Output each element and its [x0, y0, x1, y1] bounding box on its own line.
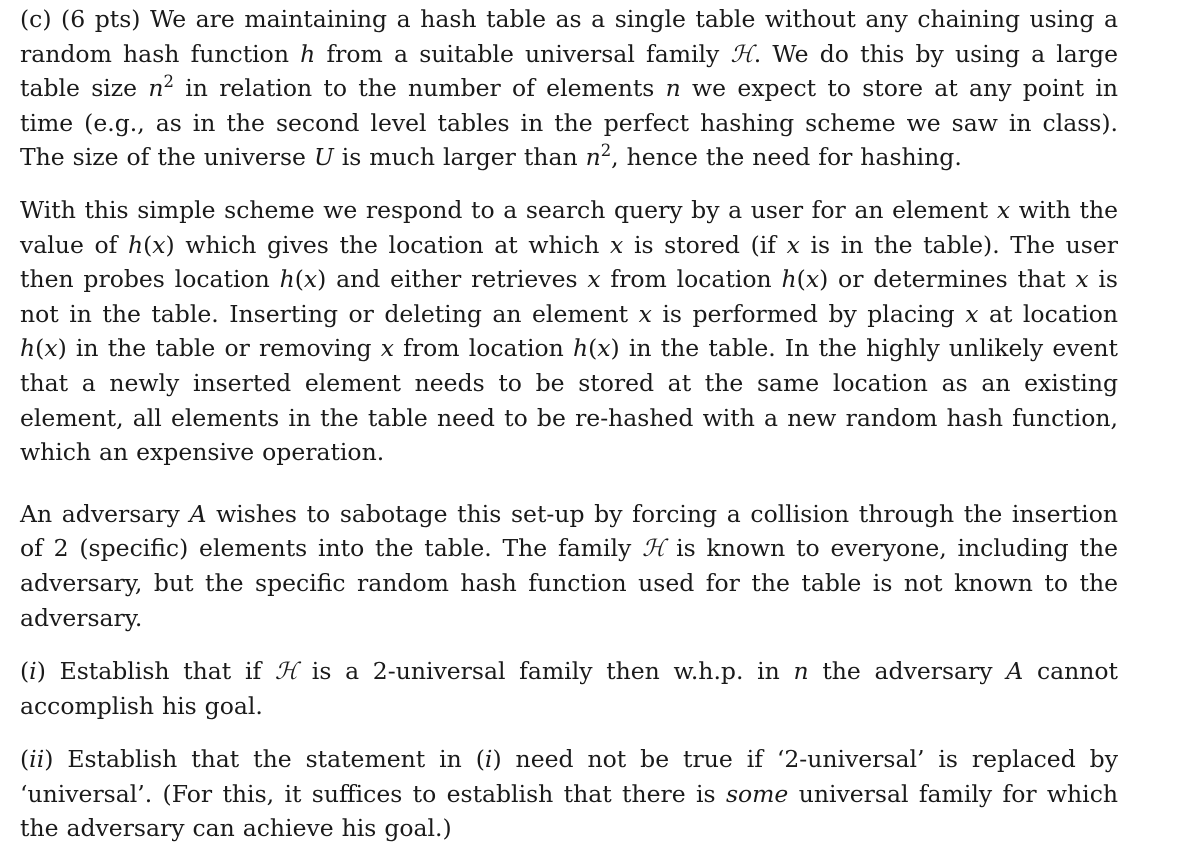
math-symbol: some [725, 779, 789, 808]
text-run: (c) (6 pts) We are maintaining a hash table as a single table without any chaining using a random hash function [20, 5, 1118, 68]
math-symbol: n [793, 657, 809, 686]
math-symbol: h [572, 334, 589, 363]
text-run: ) or determines that [819, 265, 1076, 294]
text-run: we expect to store at any point in time (e.g., as in the second level tables in the perfect hashing scheme we saw in class). The size of the universe [20, 74, 1118, 172]
text-run: ( [588, 334, 598, 363]
math-symbol: A [1006, 657, 1024, 686]
search-scheme-paragraph [20, 193, 1118, 470]
math-symbol: x [805, 265, 820, 294]
text-run: ) Establish that if [36, 657, 275, 686]
math-symbol: ii [29, 745, 45, 774]
text-run: , hence the need for hashing. [611, 143, 962, 172]
text-run: ( [35, 334, 45, 363]
part-ii-paragraph [20, 742, 1118, 846]
text-run: from location [600, 265, 782, 294]
math-symbol: x [1075, 265, 1089, 294]
math-family-symbol: ℋ [642, 534, 666, 563]
math-symbol: h [279, 265, 295, 294]
math-symbol: x [44, 334, 58, 363]
math-symbol: x [965, 299, 979, 328]
math-symbol: x [638, 299, 652, 328]
text-run: is performed by placing [651, 299, 966, 328]
text-run: ( [20, 657, 30, 686]
math-family-symbol: ℋ [730, 39, 754, 68]
text-run: at location [978, 299, 1118, 328]
math-symbol: x [380, 334, 394, 363]
text-run: ( [20, 745, 30, 774]
text-run: ) which gives the location at which [165, 230, 611, 259]
text-run: is known to everyone, including the adversary, but the specific random hash function used for the table is not known to the adversary. [20, 534, 1118, 632]
math-symbol: h [127, 230, 144, 259]
problem-text [20, 2, 1118, 846]
text-run: is a 2-universal family then w.h.p. in [298, 657, 794, 686]
text-run: ( [143, 230, 153, 259]
math-symbol: n [665, 74, 681, 103]
math-symbol: n [148, 74, 164, 103]
text-run: . We do this by using a large table size [20, 39, 1118, 103]
text-run: is in the table). The user then probes location [20, 230, 1118, 294]
text-run: ) in the table. In the highly unlikely event that a newly inserted element needs to be stored at the same location as an existing element, all elements in the table need to be re-hashed with a new random hash function, which an expensive operation. [20, 334, 1118, 467]
math-symbol: i [484, 745, 493, 774]
text-run: ) Establish that the statement in ( [44, 745, 485, 774]
math-symbol: x [786, 230, 800, 259]
math-symbol: i [29, 657, 37, 686]
text-run: the adversary [808, 657, 1007, 686]
text-run: from a suitable universal family [315, 39, 731, 68]
text-run: is much larger than [333, 143, 586, 172]
math-family-symbol: ℋ [274, 657, 299, 686]
text-run: wishes to sabotage this set-up by forcing a collision through the insertion of 2 (specific) elements into the table. The family [20, 499, 1118, 563]
math-symbol: h [300, 39, 316, 68]
math-symbol: x [610, 230, 624, 259]
text-run: is not in the table. Inserting or deleting an element [20, 265, 1118, 328]
superscript: 2 [163, 72, 174, 92]
text-run: in relation to the number of elements [173, 74, 666, 103]
math-symbol: x [152, 230, 166, 259]
math-symbol: x [597, 334, 611, 363]
math-symbol: A [189, 499, 207, 528]
superscript: 2 [600, 141, 612, 161]
math-symbol: h [20, 334, 36, 363]
text-run: with the value of [20, 195, 1119, 259]
text-run: cannot accomplish his goal. [20, 657, 1119, 720]
part-i-paragraph [20, 654, 1118, 723]
math-symbol: x [303, 265, 318, 294]
text-run: universal family for which the adversary can achieve his goal.) [20, 779, 1118, 843]
text-run: ( [796, 265, 806, 294]
math-symbol: h [781, 265, 797, 294]
text-run: ) in the table or removing [57, 334, 381, 363]
adversary-paragraph [20, 497, 1118, 635]
text-run: With this simple scheme we respond to a search query by a user for an element [20, 195, 997, 224]
math-symbol: x [587, 265, 601, 294]
math-symbol: U [313, 143, 334, 172]
text-run: from location [394, 334, 573, 363]
text-run: ( [294, 265, 304, 294]
text-run: An adversary [20, 499, 190, 528]
math-symbol: n [585, 143, 601, 172]
problem-intro-paragraph [20, 2, 1118, 175]
text-run: is stored (if [623, 230, 787, 259]
math-symbol: x [996, 195, 1011, 224]
text-run: ) and either retrieves [317, 265, 588, 294]
text-run: ) need not be true if ‘2-universal’ is replaced by ‘universal’. (For this, it suffices to establish that there is [20, 745, 1118, 808]
